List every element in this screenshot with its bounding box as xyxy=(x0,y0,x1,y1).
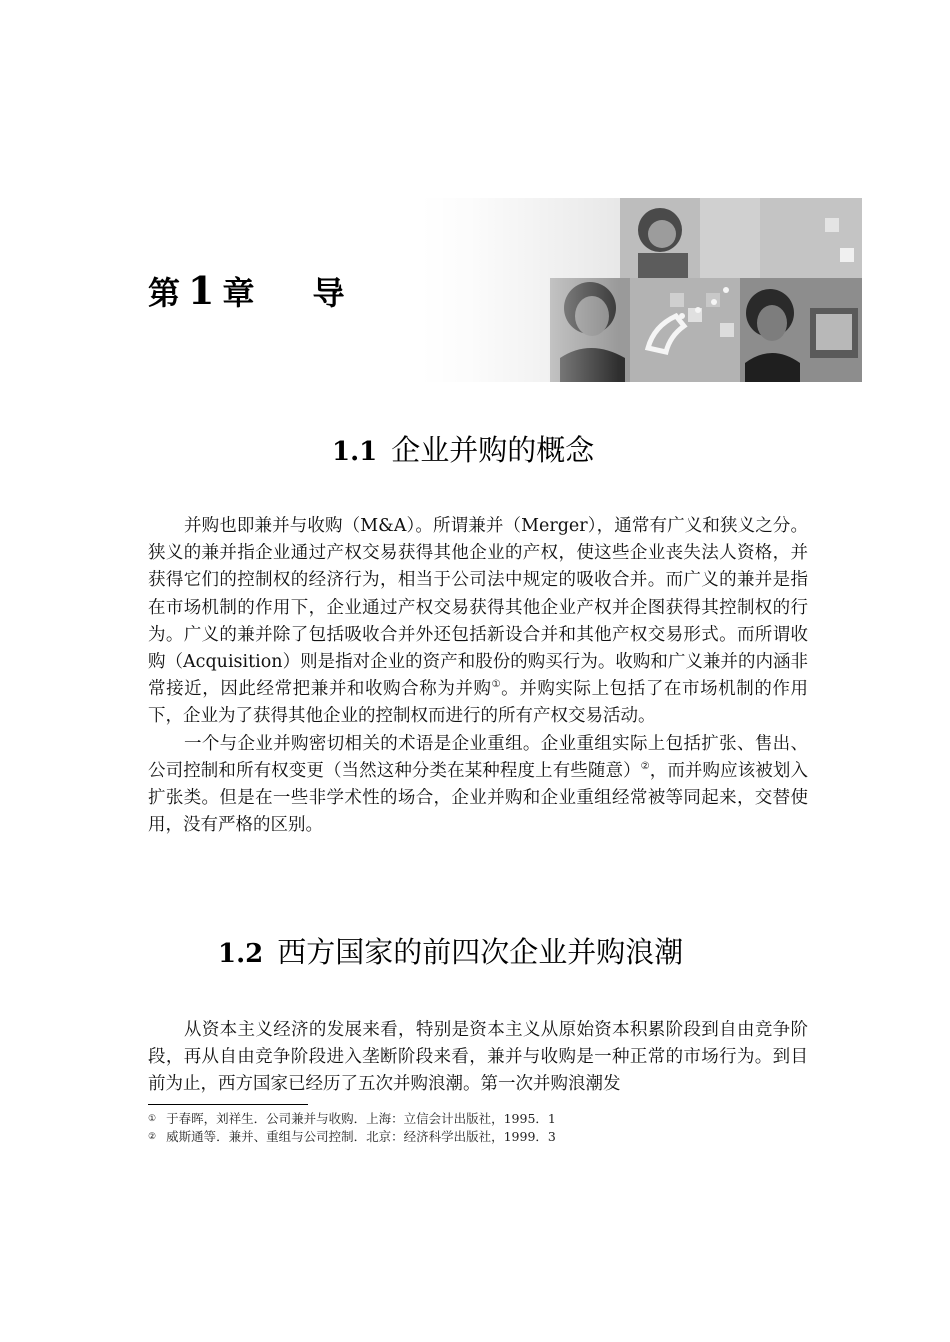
section-heading-1-2 xyxy=(218,930,683,971)
chapter-number: 1 xyxy=(188,268,217,313)
footnote-text: 于春晖，刘祥生．公司兼并与收购．上海：立信会计出版社，1995．1 xyxy=(166,1111,556,1126)
section-1-1-body xyxy=(148,513,808,839)
paragraph-text: 。并购实际上包括了在市场机制的作用下，企业为了获得其他企业的控制权而进行的所有产权交易活动。 xyxy=(148,679,809,727)
paragraph-text: 从资本主义经济的发展来看，特别是资本主义从原始资本积累阶段到自由竞争阶段，再从自由竞争阶段进入垄断阶段来看，兼并与收购是一种正常的市场行为。到目前为止，西方国家已经历了五次并购浪潮。第一次并购浪潮发 xyxy=(148,1020,808,1095)
paragraph xyxy=(148,513,808,731)
section-number: 1.2 xyxy=(218,939,264,969)
section-1-2-body xyxy=(148,1017,808,1099)
footnotes xyxy=(148,1110,828,1146)
chapter-label-suffix: 章 xyxy=(222,274,257,312)
paragraph-text: 一个与企业并购密切相关的术语是企业重组。企业重组实际上包括扩张、售出、公司控制和所有权变更（当然这种分类在某种程度上有些随意） xyxy=(148,733,808,781)
chapter-title xyxy=(148,268,347,314)
chapter-title-text: 导 xyxy=(312,274,347,312)
section-title: 企业并购的概念 xyxy=(391,433,595,467)
section-number: 1.1 xyxy=(332,437,378,467)
footnote xyxy=(148,1128,828,1146)
footnote-ref: ② xyxy=(640,761,650,772)
footnote xyxy=(148,1110,828,1128)
footnote-mark: ② xyxy=(148,1132,157,1142)
footnote-divider xyxy=(148,1104,308,1105)
footnote-text: 威斯通等．兼并、重组与公司控制．北京：经济科学出版社，1999．3 xyxy=(166,1129,556,1144)
paragraph xyxy=(148,731,808,840)
footnote-ref: ① xyxy=(491,679,502,691)
section-heading-1-1 xyxy=(332,428,594,469)
chapter-label-prefix: 第 xyxy=(148,274,183,312)
footnote-mark: ① xyxy=(148,1114,157,1124)
paragraph-text: ，而并购应该被划入扩张类。但是在一些非学术性的场合，企业并购和企业重组经常被等同起来，交替使用，没有严格的区别。 xyxy=(148,760,808,836)
section-title: 西方国家的前四次企业并购浪潮 xyxy=(277,935,684,969)
chapter-banner-image xyxy=(420,198,862,382)
paragraph-text: 并购也即兼并与收购（M&A）。所谓兼并（Merger），通常有广义和狭义之分。狭义的兼并指企业通过产权交易获得其他企业的产权，使这些企业丧失法人资格，并获得它们的控制权的经济行为，相当于公司法中规定的吸收合并。而广义的兼并是指在市场机制的作用下，企业通过产权交易获得其他企业产权并企图获得其控制权的行为。广义的兼并除了包括吸收合并外还包括新设合并和其他产权交易形式。而所谓收购（Acquisition）则是指对企业的资产和股份的购买行为。收购和广义兼并的内涵非常接近，因此经常把兼并和收购合称为并购 xyxy=(148,516,808,700)
paragraph xyxy=(148,1017,808,1099)
